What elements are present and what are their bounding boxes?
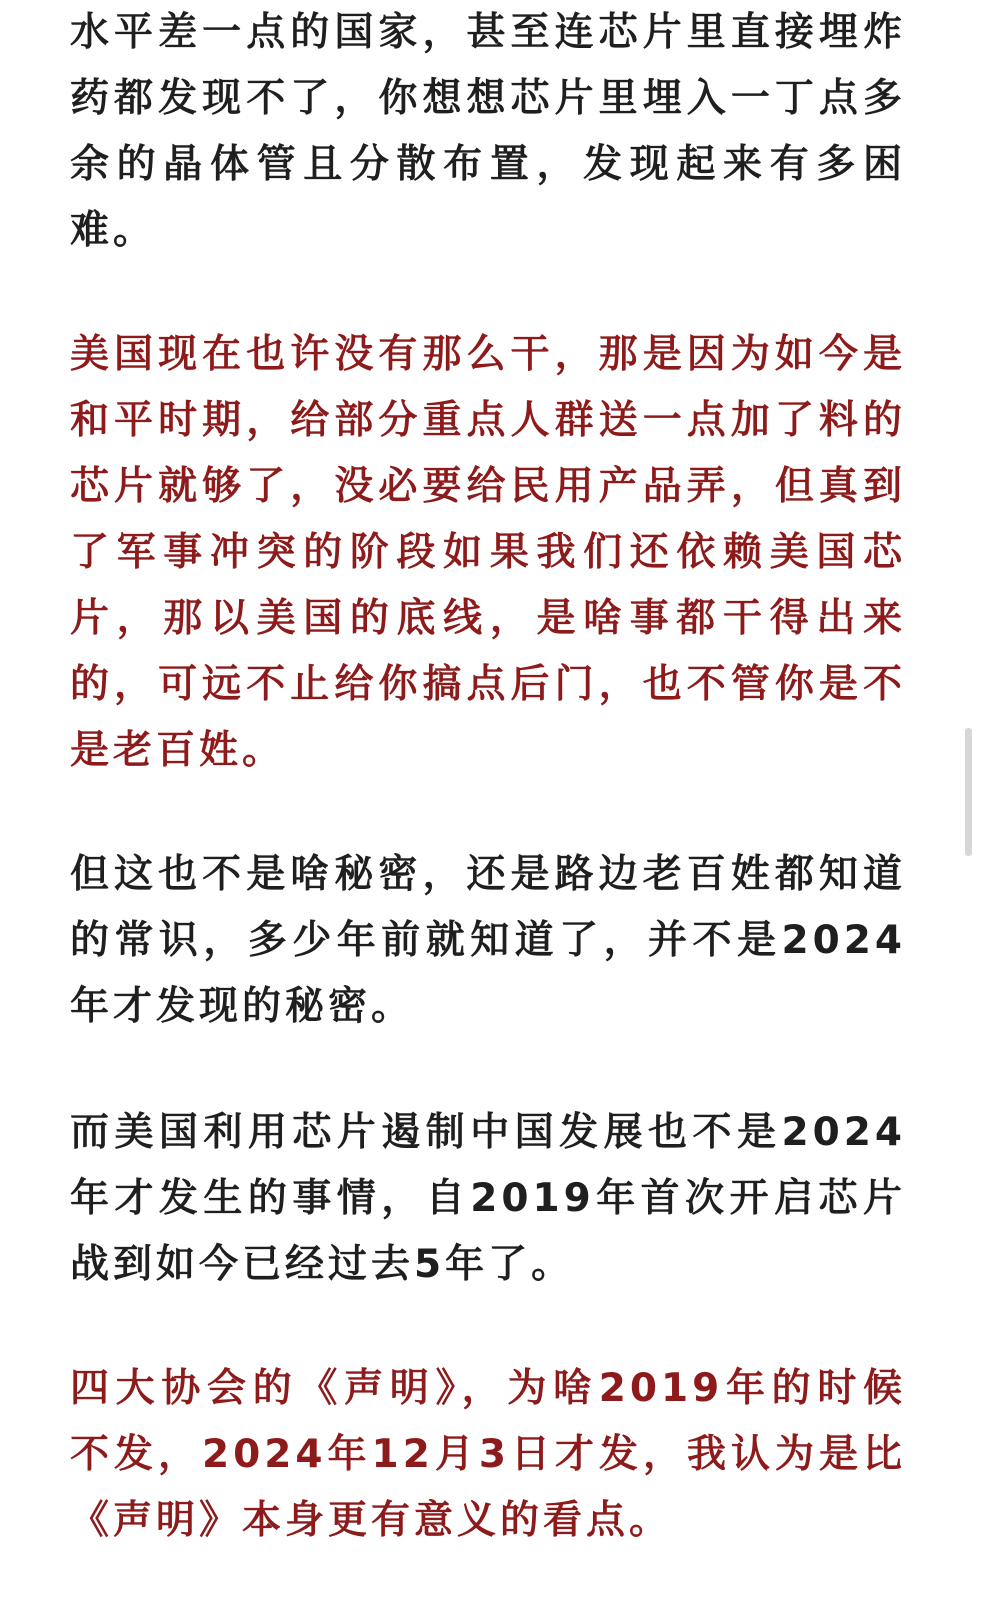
paragraph-4: 而美国利用芯片遏制中国发展也不是2024年才发生的事情，自2019年首次开启芯片战到如今已经过去5年了。 [70,1110,906,1287]
paragraph-3: 但这也不是啥秘密，还是路边老百姓都知道的常识，多少年前就知道了，并不是2024年才发现的秘密。 [70,852,906,1029]
paragraph-5-emphasis: 四大协会的《声明》，为啥2019年的时候不发，2024年12月3日才发，我认为是比《声明》本身更有意义的看点。 [70,1366,906,1543]
scrollbar-thumb[interactable] [965,728,972,856]
paragraph-1: 水平差一点的国家，甚至连芯片里直接埋炸药都发现不了，你想想芯片里埋入一丁点多余的晶体管且分散布置，发现起来有多困难。 [70,10,906,253]
paragraph-2-emphasis: 美国现在也许没有那么干，那是因为如今是和平时期，给部分重点人群送一点加了料的芯片就够了，没必要给民用产品弄，但真到了军事冲突的阶段如果我们还依赖美国芯片，那以美国的底线，是啥事都干得出来的，可远不止给你搞点后门，也不管你是不是老百姓。 [70,332,906,773]
